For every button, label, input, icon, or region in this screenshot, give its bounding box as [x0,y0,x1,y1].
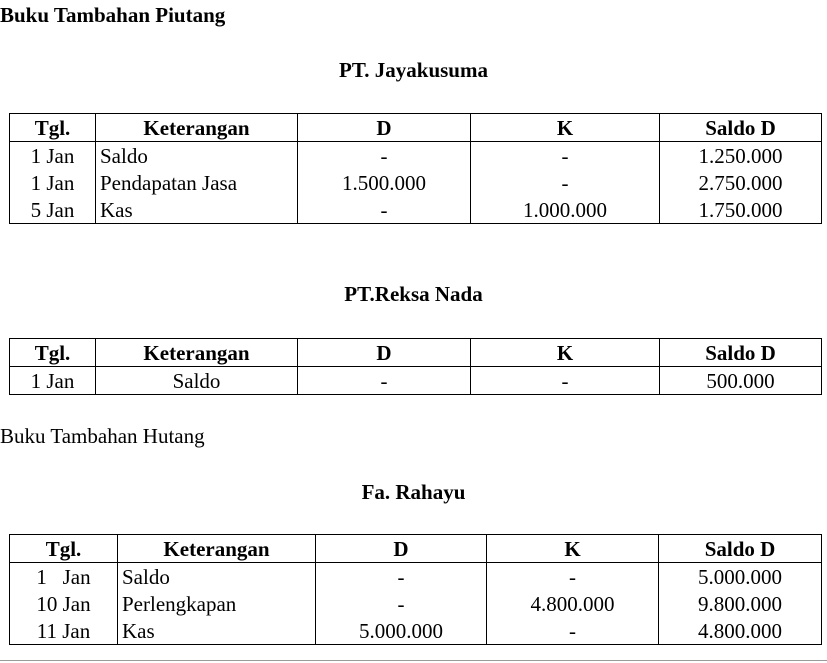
piutang-section-title: Buku Tambahan Piutang [0,3,226,27]
cell-date: 1 Jan [10,563,118,591]
cell-balance: 5.000.000 [659,563,822,591]
cell-date: 11 Jan [10,617,118,645]
ledger-company-title: PT. Jayakusuma [339,58,488,82]
cell-description: Perlengkapan [118,590,316,617]
cell-debit: - [298,196,471,224]
cell-balance: 4.800.000 [659,617,822,645]
col-header-kredit: K [471,114,660,142]
col-header-tgl: Tgl. [10,339,96,367]
cell-date: 5 Jan [10,196,96,224]
cell-credit: - [487,617,659,645]
table-row [10,367,822,395]
col-header-keterangan: Keterangan [96,339,298,367]
cell-debit: 5.000.000 [316,617,487,645]
col-header-saldo: Saldo D [660,114,822,142]
cell-credit: - [471,169,660,196]
table-row [10,169,822,196]
col-header-debit: D [298,114,471,142]
col-header-kredit: K [471,339,660,367]
cell-date: 1 Jan [10,169,96,196]
cell-description: Pendapatan Jasa [96,169,298,196]
col-header-saldo: Saldo D [659,535,822,563]
cell-date: 1 Jan [10,367,96,395]
ledger-company-title: PT.Reksa Nada [344,282,483,306]
ledger-table-reksa-nada [9,338,822,395]
cell-credit: - [487,563,659,591]
cell-description: Saldo [118,563,316,591]
cell-date: 1 Jan [10,142,96,170]
cell-balance: 500.000 [660,367,822,395]
table-row [10,590,822,617]
cell-debit: - [316,590,487,617]
table-row [10,617,822,645]
cell-balance: 2.750.000 [660,169,822,196]
cell-debit: - [298,367,471,395]
col-header-tgl: Tgl. [10,114,96,142]
cell-balance: 9.800.000 [659,590,822,617]
cell-balance: 1.750.000 [660,196,822,224]
cell-debit: - [316,563,487,591]
ledger-company-title: Fa. Rahayu [361,480,466,504]
cell-credit: 4.800.000 [487,590,659,617]
cell-description: Saldo [96,367,298,395]
col-header-debit: D [298,339,471,367]
cell-balance: 1.250.000 [660,142,822,170]
cell-date: 10 Jan [10,590,118,617]
cell-credit: 1.000.000 [471,196,660,224]
table-row [10,196,822,224]
cell-description: Kas [96,196,298,224]
cell-description: Saldo [96,142,298,170]
ledger-table-jayakusuma [9,113,822,224]
cell-credit: - [471,142,660,170]
ledger-table-rahayu [9,534,822,645]
col-header-tgl: Tgl. [10,535,118,563]
table-row [10,142,822,170]
col-header-kredit: K [487,535,659,563]
col-header-keterangan: Keterangan [96,114,298,142]
col-header-keterangan: Keterangan [118,535,316,563]
page-bottom-divider [0,660,827,661]
hutang-section-title: Buku Tambahan Hutang [0,424,205,448]
cell-debit: 1.500.000 [298,169,471,196]
col-header-saldo: Saldo D [660,339,822,367]
cell-debit: - [298,142,471,170]
table-row [10,563,822,591]
col-header-debit: D [316,535,487,563]
cell-description: Kas [118,617,316,645]
cell-credit: - [471,367,660,395]
